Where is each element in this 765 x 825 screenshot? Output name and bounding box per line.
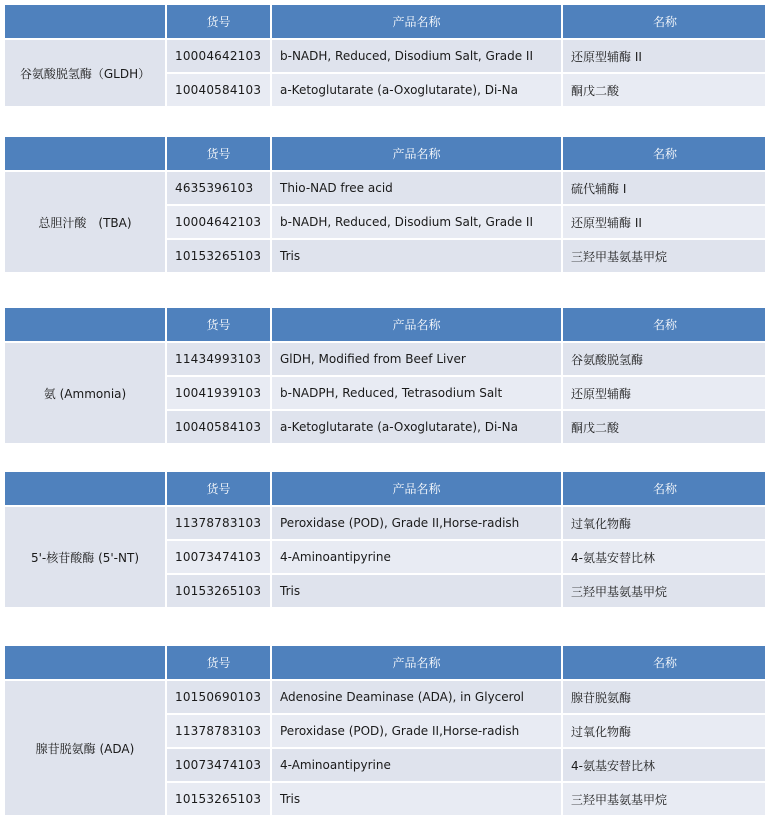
chinese-name: 过氧化物酶 xyxy=(563,715,765,747)
table-row xyxy=(5,681,765,713)
header-product: 产品名称 xyxy=(272,472,561,505)
table-row xyxy=(5,507,765,539)
product-name: Peroxidase (POD), Grade II,Horse-radish xyxy=(272,507,561,539)
chinese-name: 酮戊二酸 xyxy=(563,411,765,443)
table-header-row xyxy=(5,646,765,679)
product-name: Tris xyxy=(272,575,561,607)
header-product: 产品名称 xyxy=(272,646,561,679)
catalog-number: 10040584103 xyxy=(167,74,270,106)
product-name: 4-Aminoantipyrine xyxy=(272,749,561,781)
product-name: GlDH, Modified from Beef Liver xyxy=(272,343,561,375)
product-name: Adenosine Deaminase (ADA), in Glycerol xyxy=(272,681,561,713)
header-product: 产品名称 xyxy=(272,308,561,341)
reagent-table-tba xyxy=(3,135,765,274)
header-code: 货号 xyxy=(167,5,270,38)
header-name: 名称 xyxy=(563,137,765,170)
header-code: 货号 xyxy=(167,137,270,170)
catalog-number: 10041939103 xyxy=(167,377,270,409)
chinese-name: 三羟甲基氨基甲烷 xyxy=(563,240,765,272)
chinese-name: 4-氨基安替比林 xyxy=(563,749,765,781)
table-header-row xyxy=(5,472,765,505)
reagent-table-ada xyxy=(3,644,765,817)
catalog-number: 10153265103 xyxy=(167,783,270,815)
header-name: 名称 xyxy=(563,472,765,505)
chinese-name: 还原型辅酶 xyxy=(563,377,765,409)
header-product: 产品名称 xyxy=(272,137,561,170)
product-name: b-NADH, Reduced, Disodium Salt, Grade II xyxy=(272,206,561,238)
header-code: 货号 xyxy=(167,308,270,341)
chinese-name: 硫代辅酶 I xyxy=(563,172,765,204)
table-row xyxy=(5,343,765,375)
test-item-label: 氨 (Ammonia) xyxy=(5,343,165,443)
product-name: a-Ketoglutarate (a-Oxoglutarate), Di-Na xyxy=(272,74,561,106)
catalog-number: 10150690103 xyxy=(167,681,270,713)
header-name: 名称 xyxy=(563,646,765,679)
chinese-name: 还原型辅酶 II xyxy=(563,40,765,72)
reagent-table-gldh xyxy=(3,3,765,108)
table-header-row xyxy=(5,5,765,38)
test-item-label: 5'-核苷酸酶 (5'-NT) xyxy=(5,507,165,607)
chinese-name: 4-氨基安替比林 xyxy=(563,541,765,573)
chinese-name: 过氧化物酶 xyxy=(563,507,765,539)
chinese-name: 谷氨酸脱氢酶 xyxy=(563,343,765,375)
catalog-number: 4635396103 xyxy=(167,172,270,204)
header-name: 名称 xyxy=(563,308,765,341)
header-blank-cell xyxy=(5,472,165,505)
catalog-number: 10073474103 xyxy=(167,541,270,573)
product-name: Tris xyxy=(272,783,561,815)
header-blank-cell xyxy=(5,137,165,170)
table-row xyxy=(5,172,765,204)
catalog-number: 10153265103 xyxy=(167,575,270,607)
header-blank-cell xyxy=(5,646,165,679)
header-name: 名称 xyxy=(563,5,765,38)
product-name: b-NADH, Reduced, Disodium Salt, Grade II xyxy=(272,40,561,72)
catalog-number: 11378783103 xyxy=(167,507,270,539)
reagent-table-5nt xyxy=(3,470,765,609)
reagent-table-ammonia xyxy=(3,306,765,445)
test-item-label: 总胆汁酸 (TBA) xyxy=(5,172,165,272)
product-name: b-NADPH, Reduced, Tetrasodium Salt xyxy=(272,377,561,409)
chinese-name: 腺苷脱氨酶 xyxy=(563,681,765,713)
catalog-number: 11378783103 xyxy=(167,715,270,747)
test-item-label: 谷氨酸脱氢酶（GLDH） xyxy=(5,40,165,106)
catalog-number: 11434993103 xyxy=(167,343,270,375)
chinese-name: 酮戊二酸 xyxy=(563,74,765,106)
catalog-number: 10004642103 xyxy=(167,40,270,72)
product-name: 4-Aminoantipyrine xyxy=(272,541,561,573)
table-header-row xyxy=(5,137,765,170)
chinese-name: 三羟甲基氨基甲烷 xyxy=(563,783,765,815)
catalog-number: 10040584103 xyxy=(167,411,270,443)
test-item-label: 腺苷脱氨酶 (ADA) xyxy=(5,681,165,815)
header-blank-cell xyxy=(5,5,165,38)
catalog-number: 10073474103 xyxy=(167,749,270,781)
catalog-number: 10004642103 xyxy=(167,206,270,238)
product-name: Tris xyxy=(272,240,561,272)
product-name: Peroxidase (POD), Grade II,Horse-radish xyxy=(272,715,561,747)
chinese-name: 还原型辅酶 II xyxy=(563,206,765,238)
table-header-row xyxy=(5,308,765,341)
product-name: a-Ketoglutarate (a-Oxoglutarate), Di-Na xyxy=(272,411,561,443)
header-blank-cell xyxy=(5,308,165,341)
header-code: 货号 xyxy=(167,472,270,505)
catalog-number: 10153265103 xyxy=(167,240,270,272)
header-product: 产品名称 xyxy=(272,5,561,38)
table-row xyxy=(5,40,765,72)
header-code: 货号 xyxy=(167,646,270,679)
product-name: Thio-NAD free acid xyxy=(272,172,561,204)
chinese-name: 三羟甲基氨基甲烷 xyxy=(563,575,765,607)
